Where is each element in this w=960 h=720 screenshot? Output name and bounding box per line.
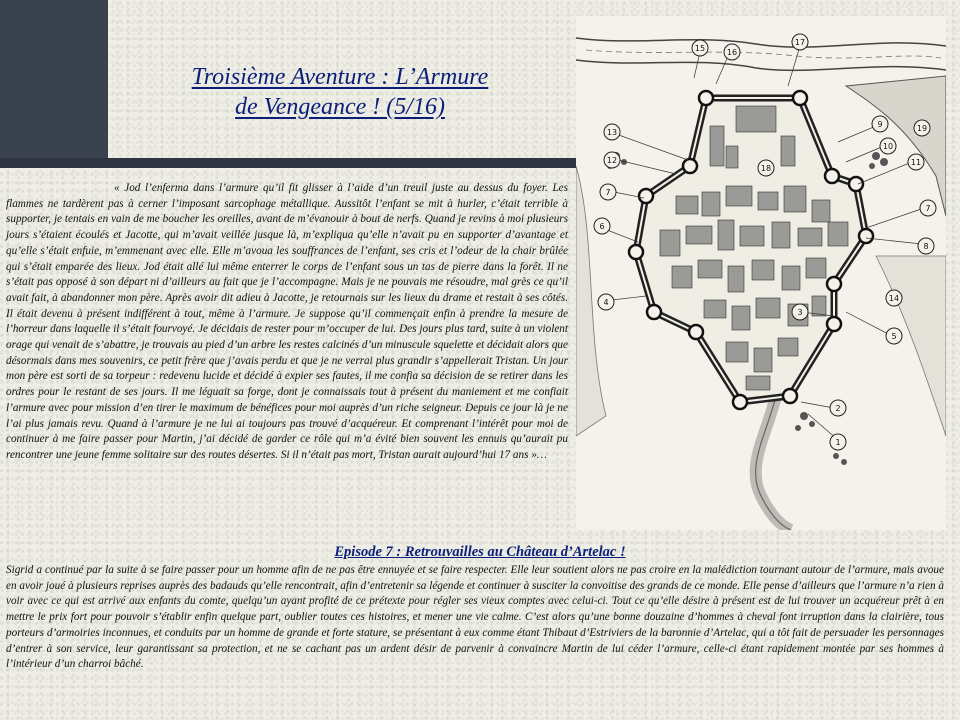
map-label-15: 15 <box>694 44 706 53</box>
map-label-2: 2 <box>835 404 841 413</box>
map-label-4: 4 <box>603 298 609 307</box>
castle-map-drawing <box>576 16 946 530</box>
title-line-2: de Vengeance ! (5/16) <box>235 94 445 120</box>
map-label-9: 9 <box>877 120 883 129</box>
map-label-19: 19 <box>916 124 928 133</box>
map-label-8: 8 <box>923 242 929 251</box>
map-label-7a: 7 <box>605 188 611 197</box>
map-label-16: 16 <box>726 48 738 57</box>
map-label-12: 12 <box>606 156 618 165</box>
map-label-10: 10 <box>882 142 894 151</box>
map-label-13: 13 <box>606 128 618 137</box>
map-label-3: 3 <box>797 308 803 317</box>
horizontal-rule <box>0 158 578 168</box>
map-label-11: 11 <box>910 158 922 167</box>
episode-paragraph: Sigrid a continué par la suite à se faire passer pour un homme afin de ne pas être ennuyée et se faire respecter. Elle leur soutient alors ne pas croire en la malédiction tournant autour de l’armure, mais avoue en avoir joué à plusieurs reprises auprès des badauds qu’elle rencontrait, afin d’entretenir sa légende et continuer à susciter la convoitise des grands de ce monde. Elle pense d’ailleurs que l’armure n’a rien à voir avec ce qui est arrivé aux enfants du comte, quelqu’un ayant profité de ce prétexte pour régler ses vieux comptes avec celui-ci. Tout ce qu’elle désire à présent est de lui trouver un acquéreur prêt à en mettre le prix fort pour pouvoir s’établir enfin quelque part, oublier toutes ces histoires, et mener une vie calme. C’est alors qu’une bonne douzaine d’hommes à cheval font irruption dans la clairière, tous porteurs d’armoiries inconnues, et conduits par un homme de grande et forte stature, se présentant à eux comme étant Thibaut d’Estriviers de la baronnie d’Artelac, qui a tôt fait de persuader les personnages d’entrer à son service, leur garantissant sa protection, et ne se cachant pas un ardent désir de parvenir à convaincre Martin de lui céder l’armure, celle-ci étant rapidement montée par ses hommes à l’intérieur d’un charroi bâché. <box>6 564 944 671</box>
story-paragraph: « Jod l’enferma dans l’armure qu’il fit glisser à l’aide d’un treuil juste au dessus du foyer. Les flammes ne tardèrent pas à cerner l’imposant sarcophage métallique. Aussitôt l’enfant se mit à hurler, c’était terrible à supporter, je tentais en vain de me boucher les oreilles, avant de m’évanouir à bout de nerfs. Quand je revins à moi plusieurs jours s’étaient écoulés et Jacotte, qui m’avait veillée jusque là, m’expliqua qu’elle n’avait pu en supporter d’avantage et qu’elle s’était enfuie, m’emmenant avec elle. Elle m’avoua les souffrances de l’enfant, ses cris et l’odeur de la chair brûlée qui s’était emparée des lieux. Jod était allé lui même enterrer le corps de l’enfant sous un tas de pierre dans la forêt. Il ne s’était pas opposé à son départ ni d’ailleurs au fait que je l’accompagne. Mais je ne pouvais me résoudre, mal grès ce qu’il avait fait, à abandonner mon père. Après avoir dit adieu à Jacotte, je retournais sur les lieux du drame et restait à ses côtés. Il était devenu à présent indifférent à tout, même à l’armure. Je suppose qu’il commençait enfin à prendre la mesure de l’horreur dans laquelle il s’était fourvoyé. Je décidais de rester pour m’occuper de lui. Des jours plus tard, suite à un violent orage qui venait de s’abattre, je trouvais au pied d’un arbre les restes calcinés d’un minuscule squelette et décidait alors que désormais dans mes souvenirs, ce petit frère que j’avais perdu et que je ne verrai plus grandir s’appellerait Tristan. Un jour mon père est sorti de sa torpeur : redevenu lucide et décidé à expier ses fautes, il me confia sa décision de se retirer dans les ordres pour le restant de ses jours. Il me léguait sa forge, dont je connaissais tout à présent du maniement et me confiait l’armure avec pour mission d’en tirer le maximum de bénéfices pour moi auprès d’un riche seigneur. Depuis ce jour là je ne l’ai plus jamais revu. Quand à l’armure je ne lui ai toujours pas trouvé d’acquéreur. Et comprenant l’intérêt pour moi de continuer à me faire passer pour Martin, j’ai décidé de garder ce rôle qui m’a évité bien souvent les ennuis qu’aurait pu rencontrer une jeune femme solitaire sur des routes désertes. Si il n’était pas mort, Tristan aurait aujourd’hui 17 ans »… <box>6 182 568 461</box>
map-label-17: 17 <box>794 38 806 47</box>
title-line-1: Troisième Aventure : L’Armure <box>191 64 489 90</box>
map-label-18: 18 <box>760 164 772 173</box>
map-label-14: 14 <box>888 294 900 303</box>
map-label-6: 6 <box>599 222 605 231</box>
map-label-5: 5 <box>891 332 897 341</box>
page-title <box>130 62 550 122</box>
episode-title: Episode 7 : Retrouvailles au Château d’Artelac ! <box>334 544 626 560</box>
map-label-7b: 7 <box>925 204 931 213</box>
left-decorative-bar <box>0 0 108 158</box>
castle-map-illustration <box>576 16 946 530</box>
map-label-1: 1 <box>835 438 841 447</box>
